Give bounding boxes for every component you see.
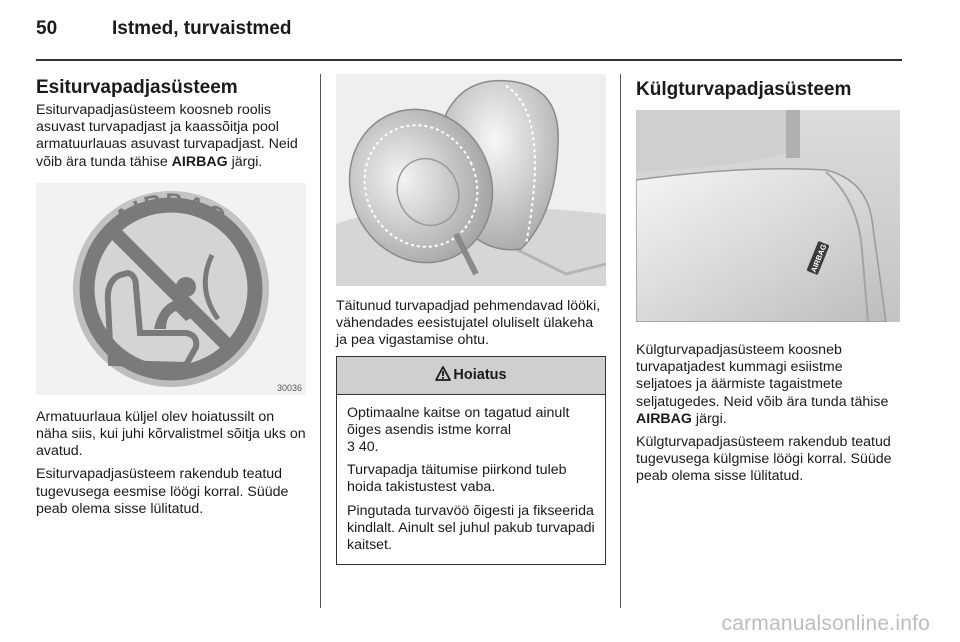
airbag-effect-text: Täitunud turvapadjad pehmendavad lööki, vähendades eesistujatel oluliselt ülakeha ja pea vigastamise ohtu. [336, 298, 601, 349]
section-heading-front-airbag: Esiturvapadjasüsteem [36, 77, 238, 98]
column-airbag-effect [336, 74, 606, 565]
watermark: carmanualsonline.info [721, 612, 930, 635]
side-airbag-seat-figure [636, 110, 900, 322]
front-airbag-intro: Esiturvapadjasüsteem koosneb roolis asuvast turvapadjast ja kaassõitja pool armatuurlauas asuvast turvapadjast. Neid võib ära tunda tähise AIRBAG järgi. [36, 102, 298, 170]
warning-box [336, 356, 606, 566]
warning-title: Hoiatus [453, 367, 507, 384]
airbag-term: AIRBAG [171, 153, 228, 170]
warning-seatbelt: Pingutada turvavöö õigesti ja fikseerida kindlalt. Ainult sel juhul pakub turvapadi kaitset. [347, 502, 595, 554]
warning-triangle-icon [435, 366, 451, 385]
page-header [36, 18, 292, 48]
inflated-airbags-figure [336, 74, 606, 286]
front-airbag-label-info: Armatuurlaua küljel olev hoiatussilt on näha siis, kui juhi kõrvalistmel sõitja uks on avatud. [36, 408, 306, 460]
column-divider [620, 74, 621, 608]
section-heading-side-airbag: Külgturvapadjasüsteem [636, 79, 852, 100]
inflated-airbags-icon [336, 74, 606, 286]
seat-side-airbag-icon [636, 110, 900, 322]
sign-airbag-text: AIRBAG [110, 188, 232, 233]
warning-header [337, 357, 605, 395]
no-child-seat-sign-icon [36, 183, 306, 395]
column-side-airbag [636, 74, 902, 492]
airbag-term: AIRBAG [636, 410, 692, 427]
side-airbag-intro: Külgturvapadjasüsteem koosneb turvapatjadest kummagi esiistme seljatoes ja äärmiste tagaistmete seljatugedes. Neid võib ära tunda tähise AIRBAG järgi. [636, 342, 889, 427]
seat-airbag-label: AIRBAG [808, 242, 829, 274]
warning-keep-clear: Turvapadja täitumise piirkond tuleb hoida takistustest vaba. [347, 462, 567, 496]
header-divider [36, 59, 902, 61]
column-divider [320, 74, 321, 608]
warning-body [337, 395, 605, 565]
page-reference-link[interactable]: 3 40. [347, 439, 379, 456]
warning-seat-position: Optimaalne kaitse on tagatud ainult õiges asendis istme korral 3 40. [347, 404, 570, 456]
airbag-warning-sign-figure [36, 183, 306, 395]
front-airbag-deploy-info: Esiturvapadjasüsteem rakendub teatud tugevusega eesmise löögi korral. Süüde peab olema sisse lülitatud. [36, 466, 289, 517]
chapter-title: Istmed, turvaistmed [112, 18, 292, 39]
column-front-airbag [36, 74, 306, 524]
side-airbag-deploy-info: Külgturvapadjasüsteem rakendub teatud tugevusega külgmise löögi korral. Süüde peab olema sisse lülitatud. [636, 434, 892, 485]
page-number: 50 [36, 18, 58, 39]
figure-code: 30036 [276, 382, 302, 393]
